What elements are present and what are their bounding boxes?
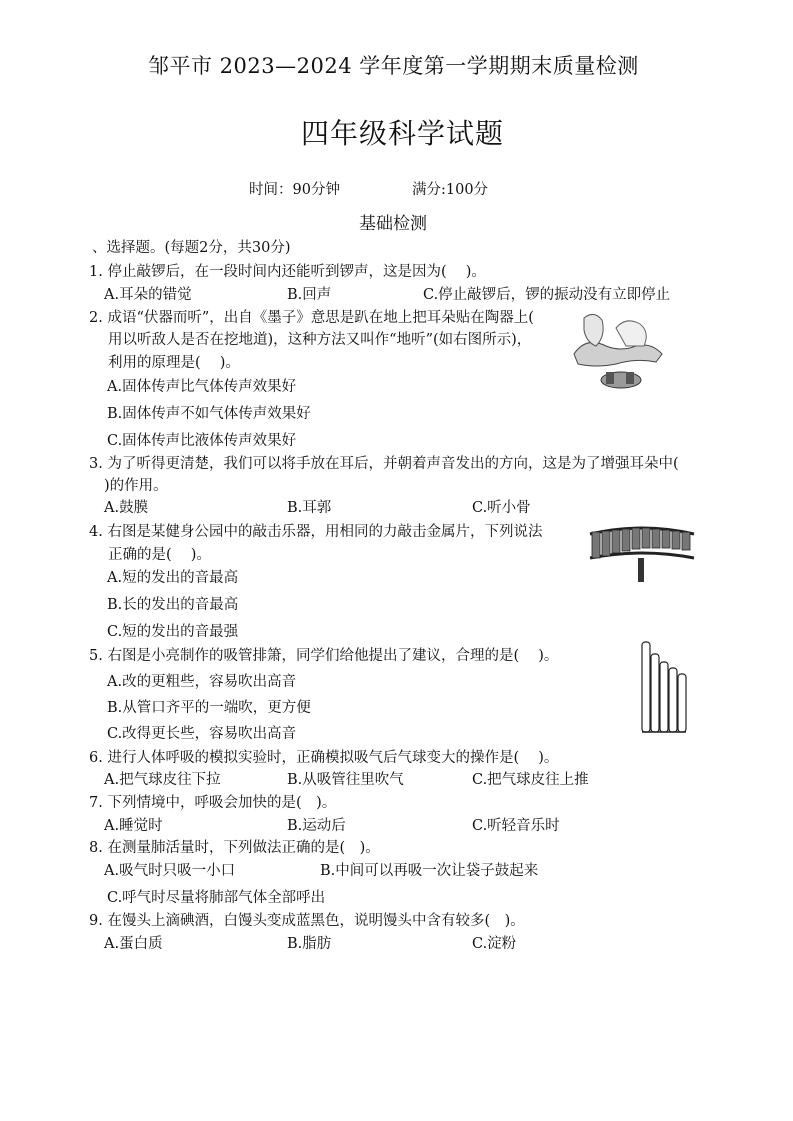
question-2-stem-line-3: 利用的原理是( )。 xyxy=(108,355,240,371)
question-7-option-b: B.运动后 xyxy=(287,818,346,834)
exam-title: 邹平市 2023—2024 学年度第一学期期末质量检测 xyxy=(148,54,639,78)
question-9-option-b: B.脂肪 xyxy=(287,936,332,952)
question-5-option-a: A.改的更粗些，容易吹出高音 xyxy=(107,674,297,690)
question-3-stem-line-2: )的作用。 xyxy=(104,478,168,494)
question-9-stem: 9. 在馒头上滴碘酒，白馒头变成蓝黑色，说明馒头中含有较多( )。 xyxy=(89,913,525,929)
straw-panpipe-figure-icon xyxy=(640,638,690,734)
part-heading: 、选择题。(每题2分，共30分) xyxy=(92,240,291,256)
question-2-stem-line-2: 用以听敌人是否在挖地道)，这种方法又叫作“地听”(如右图所示)， xyxy=(108,332,532,348)
question-8-option-a: A.吸气时只吸一小口 xyxy=(104,863,236,879)
question-2-stem-line-1: 2. 成语“伏器而听”，出自《墨子》意思是趴在地上把耳朵贴在陶器上( xyxy=(89,310,534,326)
question-4-stem-line-1: 4. 右图是某健身公园中的敲击乐器，用相同的力敲击金属片，下列说法 xyxy=(89,524,543,540)
question-5-stem: 5. 右图是小亮制作的吸管排箫，同学们给他提出了建议，合理的是( )。 xyxy=(89,648,559,664)
question-4-stem-line-2: 正确的是( )。 xyxy=(108,547,211,563)
section-title: 基础检测 xyxy=(359,214,427,234)
question-6-option-b: B.从吸管往里吹气 xyxy=(287,772,404,788)
question-5-option-b: B.从管口齐平的一端吹，更方便 xyxy=(107,700,311,716)
question-7-stem: 7. 下列情境中，呼吸会加快的是( )。 xyxy=(89,795,337,811)
question-6-option-a: A.把气球皮往下拉 xyxy=(104,772,221,788)
question-1-stem: 1. 停止敲锣后，在一段时间内还能听到锣声，这是因为( )。 xyxy=(89,264,486,280)
question-2-option-c: C.固体传声比液体传声效果好 xyxy=(107,433,297,449)
ground-listening-figure-icon xyxy=(566,306,666,398)
question-9-option-c: C.淀粉 xyxy=(472,936,517,952)
question-6-stem: 6. 进行人体呼吸的模拟实验时，正确模拟吸气后气球变大的操作是( )。 xyxy=(89,750,559,766)
question-8-option-b: B.中间可以再吸一次让袋子鼓起来 xyxy=(320,863,539,879)
question-8-stem: 8. 在测量肺活量时，下列做法正确的是( )。 xyxy=(89,840,380,856)
question-3-stem-line-1: 3. 为了听得更清楚，我们可以将手放在耳后，并朝着声音发出的方向，这是为了增强耳朵中( xyxy=(89,456,679,472)
question-3-option-c: C.听小骨 xyxy=(472,500,531,516)
question-2-option-a: A.固体传声比气体传声效果好 xyxy=(107,379,297,395)
question-1-option-c: C.停止敲锣后，锣的振动没有立即停止 xyxy=(423,287,671,303)
score-label: 满分:100分 xyxy=(412,182,489,198)
question-1-option-b: B.回声 xyxy=(287,287,332,303)
time-label: 时间：90分钟 xyxy=(249,182,340,198)
question-4-option-c: C.短的发出的音最强 xyxy=(107,624,239,640)
question-8-option-c: C.呼气时尽量将肺部气体全部呼出 xyxy=(107,890,326,906)
subject-title: 四年级科学试题 xyxy=(301,117,505,150)
question-7-option-a: A.睡觉时 xyxy=(104,818,163,834)
question-7-option-c: C.听轻音乐时 xyxy=(472,818,560,834)
question-1-option-a: A.耳朵的错觉 xyxy=(104,287,192,303)
question-4-option-b: B.长的发出的音最高 xyxy=(107,597,239,613)
xylophone-figure-icon xyxy=(586,518,698,584)
question-3-option-a: A.鼓膜 xyxy=(104,500,149,516)
question-4-option-a: A.短的发出的音最高 xyxy=(107,570,239,586)
question-6-option-c: C.把气球皮往上推 xyxy=(472,772,589,788)
question-5-option-c: C.改得更长些，容易吹出高音 xyxy=(107,726,297,742)
question-2-option-b: B.固体传声不如气体传声效果好 xyxy=(107,406,311,422)
question-9-option-a: A.蛋白质 xyxy=(104,936,163,952)
question-3-option-b: B.耳郭 xyxy=(287,500,332,516)
